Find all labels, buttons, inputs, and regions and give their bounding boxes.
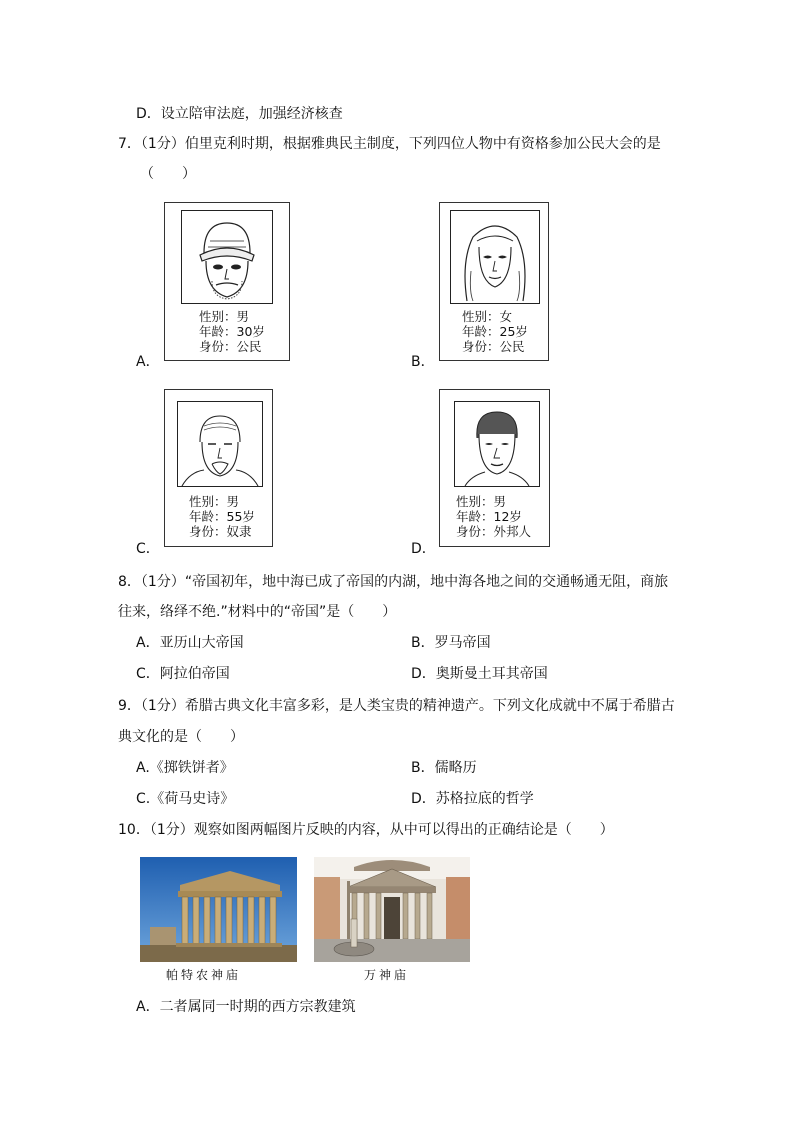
q7-card-c[interactable]: [164, 389, 273, 547]
q9-option-a[interactable]: A.《掷铁饼者》: [136, 760, 234, 776]
pantheon-icon: [314, 857, 470, 962]
face-old-man-icon: [178, 402, 262, 486]
q8-stem-line1: 8．（1分）“帝国初年，地中海已成了帝国的内湖，地中海各地之间的交通畅通无阻，商旅: [118, 574, 669, 590]
face-boy-icon: [455, 402, 539, 486]
portrait-woman: [450, 210, 540, 304]
q8-stem-line2: 往来，络绎不绝.”材料中的“帝国”是（ ）: [118, 604, 397, 620]
face-woman-icon: [451, 211, 539, 303]
q7-option-b-letter: B．: [411, 354, 435, 370]
q7-card-c-identity: 身份：奴隶: [189, 524, 252, 539]
q7-card-d-gender: 性别：男: [456, 494, 507, 509]
q7-answer-paren: （ ）: [140, 166, 196, 182]
q9-option-d[interactable]: D．苏格拉底的哲学: [411, 791, 534, 807]
q7-card-c-gender: 性别：男: [189, 494, 240, 509]
q7-card-a[interactable]: [164, 202, 290, 361]
parthenon-icon: [140, 857, 297, 962]
q9-option-b[interactable]: B．儒略历: [411, 760, 477, 776]
q10-option-a[interactable]: A．二者属同一时期的西方宗教建筑: [136, 999, 356, 1015]
caption-parthenon: 帕特农神庙: [166, 968, 242, 982]
parthenon-image: [140, 857, 297, 962]
portrait-boy: [454, 401, 540, 487]
portrait-man-cap: [181, 210, 273, 304]
q9-stem-line1: 9．（1分）希腊古典文化丰富多彩，是人类宝贵的精神遗产。下列文化成就中不属于希腊古: [118, 698, 675, 714]
q7-option-d-letter: D．: [411, 541, 436, 557]
q7-option-a-letter: A．: [136, 354, 160, 370]
q7-stem: 7．（1分）伯里克利时期，根据雅典民主制度，下列四位人物中有资格参加公民大会的是: [118, 136, 661, 152]
q7-card-d-identity: 身份：外邦人: [456, 524, 532, 539]
q7-card-a-age: 年龄：30岁: [199, 324, 265, 339]
q6-option-d: D．设立陪审法庭，加强经济核查: [136, 106, 343, 122]
q8-option-d[interactable]: D．奥斯曼土耳其帝国: [411, 666, 548, 682]
portrait-old-man: [177, 401, 263, 487]
face-man-cap-icon: [182, 211, 272, 303]
q7-option-c-letter: C．: [136, 541, 160, 557]
q7-card-c-age: 年龄：55岁: [189, 509, 255, 524]
q9-option-c[interactable]: C.《荷马史诗》: [136, 791, 235, 807]
q7-card-b-age: 年龄：25岁: [462, 324, 528, 339]
q7-card-a-identity: 身份：公民: [199, 339, 262, 354]
q7-card-a-gender: 性别：男: [199, 309, 250, 324]
q9-stem-line2: 典文化的是（ ）: [118, 729, 244, 745]
pantheon-image: [314, 857, 470, 962]
q7-card-b-gender: 性别：女: [462, 309, 513, 324]
q7-card-b[interactable]: [439, 202, 549, 361]
q10-stem: 10．（1分）观察如图两幅图片反映的内容，从中可以得出的正确结论是（ ）: [118, 822, 614, 838]
q7-card-d[interactable]: [439, 389, 550, 547]
q7-card-b-identity: 身份：公民: [462, 339, 525, 354]
q7-card-d-age: 年龄：12岁: [456, 509, 522, 524]
q8-option-b[interactable]: B．罗马帝国: [411, 635, 491, 651]
caption-pantheon: 万神庙: [364, 968, 410, 982]
q8-option-a[interactable]: A．亚历山大帝国: [136, 635, 244, 651]
q8-option-c[interactable]: C．阿拉伯帝国: [136, 666, 230, 682]
